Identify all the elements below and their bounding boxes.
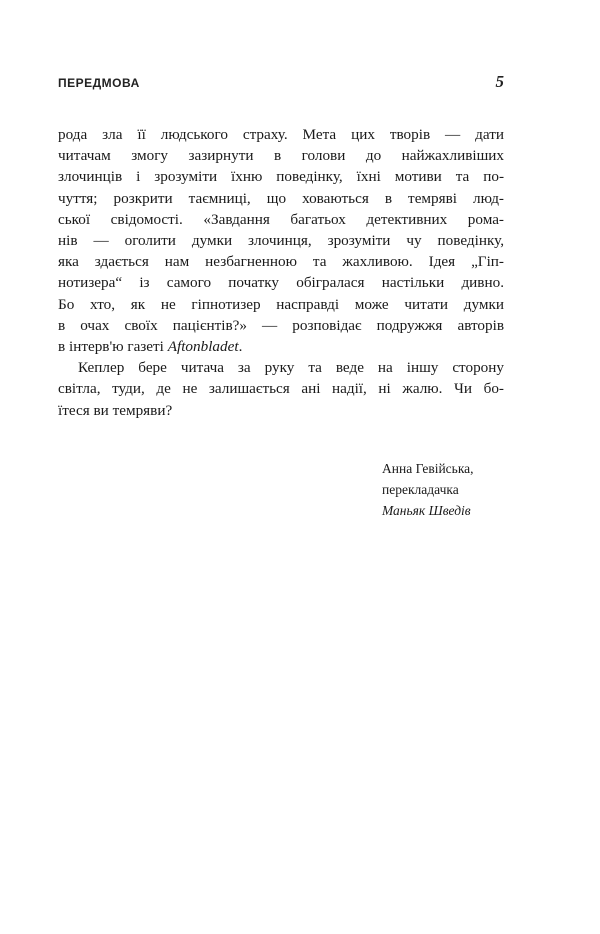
text-line: злочинців і зрозуміти їхню поведінку, їхні мотиви та по- <box>58 168 504 186</box>
text-line: їтеся ви темряви? <box>58 401 173 419</box>
signature-name: Маньяк Шведів <box>382 503 471 518</box>
signature-role: перекладачка <box>382 482 459 497</box>
text-line: читачам змогу зазирнути в голови до найжахливіших <box>58 147 504 165</box>
text-line: чуття; розкрити таємниці, що ховаються в темряві люд- <box>58 189 504 207</box>
paragraph-2 <box>58 357 504 421</box>
text-fragment: . <box>238 338 243 356</box>
running-title: ПЕРЕДМОВА <box>58 76 140 90</box>
text-line <box>58 336 504 357</box>
text-line: рода зла її людського страху. Мета цих творів — дати <box>58 126 504 143</box>
newspaper-title: Aftonbladet <box>167 338 239 356</box>
text-line: Бо хто, як не гіпнотизер насправді може читати думки <box>58 295 504 313</box>
text-line: нотизера“ із самого початку обігралася настільки дивно. <box>58 274 504 292</box>
text-line: в очах своїх пацієнтів?» — розповідає подружжя авторів <box>58 316 504 334</box>
paragraph-1 <box>58 124 504 357</box>
body-text <box>58 124 504 421</box>
text-fragment: в інтерв'ю газеті <box>58 338 168 356</box>
text-line: нів — оголити думки злочинця, зрозуміти чу поведінку, <box>58 232 504 250</box>
page-number: 5 <box>495 72 504 91</box>
text-line: світла, туди, де не залишається ані надії, ні жалю. Чи бо- <box>58 380 504 398</box>
text-line: Кеплер бере читача за руку та веде на іншу сторону <box>78 359 504 377</box>
text-line: яка здається нам незбагненною та жахливою. Ідея „Гіп- <box>58 253 504 271</box>
signature-block <box>382 458 496 521</box>
signature-author: Анна Гевійська, <box>382 461 474 476</box>
text-line: ської свідомості. «Завдання багатьох детективних рома- <box>58 210 504 228</box>
